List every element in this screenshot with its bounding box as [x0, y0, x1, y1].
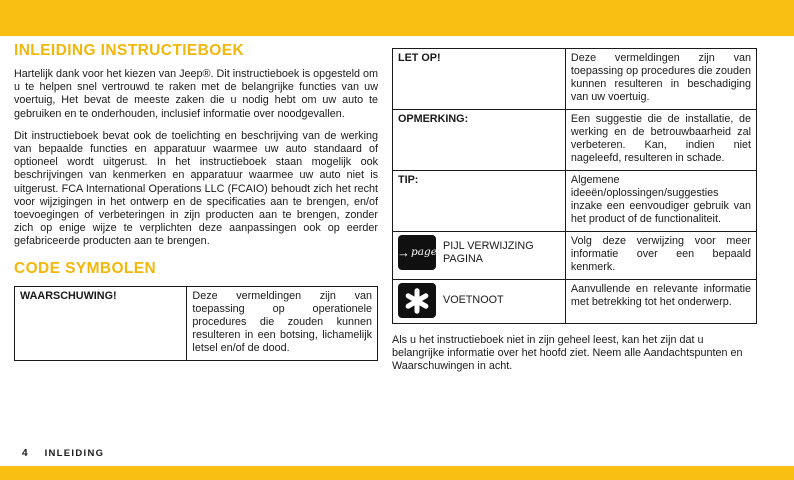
letop-description: Deze vermeldingen zijn van toepassing op procedures die zouden kunnen resulteren in beschadiging van uw voertuig. — [565, 49, 756, 110]
section-title-code-symbolen: CODE SYMBOLEN — [14, 259, 157, 277]
footer-section-label: INLEIDING — [44, 447, 105, 459]
footnote-asterisk-icon — [398, 283, 436, 318]
page-title: INLEIDING INSTRUCTIEBOEK — [14, 42, 245, 59]
page-number: 4 — [22, 447, 28, 459]
page-reference-description: Volg deze verwijzing voor meer informatie over een bepaald kenmerk. — [565, 232, 756, 280]
intro-paragraph-1: Hartelijk dank voor het kiezen van Jeep®. Dit instructieboek is opgesteld om u te helpen snel vertrouwd te raken met de belangrijke functies van uw voertuig, Het bevat de meeste zaken die u nodig hebt om uw auto te gebruiken en te onderhouden, inclusief informatie over noodgevallen. — [14, 68, 378, 120]
warning-symbol-table — [14, 286, 378, 361]
table-row-tip — [393, 171, 757, 232]
top-accent-bar — [0, 0, 794, 36]
closing-paragraph: Als u het instructieboek niet in zijn geheel leest, kan het zijn dat u belangrijke informatie over het hoofd ziet. Neem alle Aandachtspunten en Waarschuwingen in acht. — [392, 334, 743, 373]
table-row-footnote — [393, 280, 757, 324]
bottom-accent-bar — [0, 466, 794, 480]
code-symbols-table — [392, 48, 757, 324]
page-footer — [0, 440, 794, 466]
opmerking-description: Een suggestie die de installatie, de werking en de betrouwbaarheid zal verbeteren. Kan, indien niet nageleefd, resulteren in schade. — [565, 110, 756, 171]
footnote-description: Aanvullende en relevante informatie met betrekking tot het onderwerp. — [565, 280, 756, 324]
table-row-page-reference — [393, 232, 757, 280]
opmerking-label: OPMERKING: — [398, 113, 469, 125]
table-row-opmerking — [393, 110, 757, 171]
intro-paragraph-2: Dit instructieboek bevat ook de toelichting en beschrijving van de werking van bepaalde functies en apparatuur waarmee uw auto standaard of optioneel wordt uitgerust. In het instructieboek staan mogelijk ook beschrijvingen van kenmerken en apparatuur waarmee uw auto niet is uitgerust. FCA International Operations LLC (FCAIO) behoudt zich het recht voor wijzigingen in het ontwerp en de specificaties aan te brengen, en/of toevoegingen of verbeteringen in zijn producten aan te brengen, zonder zich op enige wijze te verplichten deze aanpassingen ook op eerder gefabriceerde producten aan te brengen. — [14, 129, 378, 248]
table-row-letop — [393, 49, 757, 110]
footnote-label: VOETNOOT — [443, 294, 504, 307]
warning-label: WAARSCHUWING! — [20, 289, 117, 302]
tip-label: TIP: — [398, 174, 419, 186]
table-row-warning — [15, 286, 378, 360]
right-column — [392, 48, 757, 374]
arrow-glyph: → — [397, 245, 411, 260]
page-reference-icon — [398, 235, 436, 270]
warning-description: Deze vermeldingen zijn van toepassing op operationele procedures die zouden kunnen resulteren in een botsing, lichamelijk letsel en/of de dood. — [187, 286, 378, 360]
page-word: page — [411, 246, 437, 259]
tip-description: Algemene ideeën/oplossingen/suggesties inzake een eenvoudiger gebruik van het product of de functionaliteit. — [565, 171, 756, 232]
left-column — [14, 42, 378, 361]
letop-label: LET OP! — [398, 52, 441, 64]
page-reference-label: PIJL VERWIJZING PAGINA — [443, 240, 534, 265]
